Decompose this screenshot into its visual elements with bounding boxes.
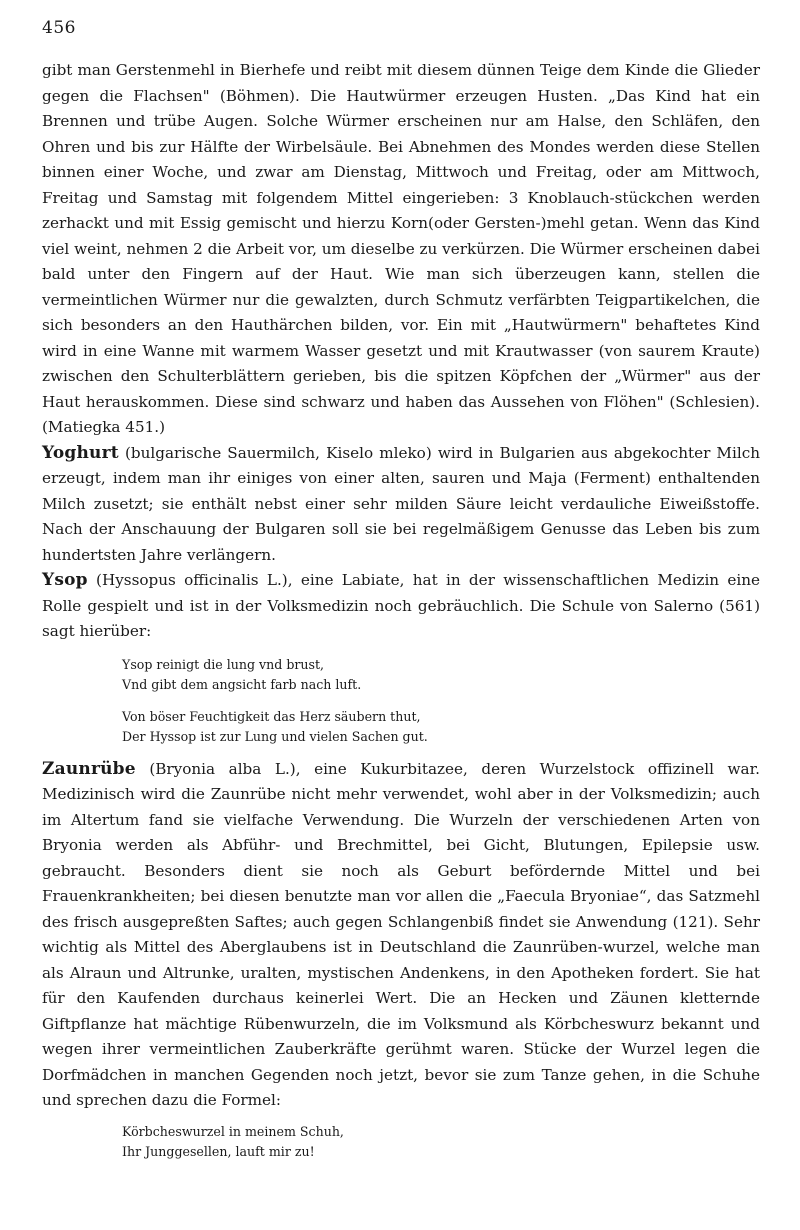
entry-text-ysop: (Hyssopus officinalis L.), eine Labiate, hat in der wissenschaftlichen Medizin eine Rolle gespielt und ist in der Volksmedizin noch gebräuchlich. Die Schule von Salerno (561) sagt hierüber: bbox=[42, 571, 760, 640]
entry-text-zaunruebe: (Bryonia alba L.), eine Kukurbitazee, deren Wurzelstock offizinell war. Medizinisch wird die Zaunrübe nicht mehr verwendet, wohl aber in der Volksmedizin; auch im Altertum fand sie vielfache Verwendung. Die Wurzeln der verschiedenen Arten von Bryonia werden als Abführ- und Brechmittel, bei Gicht, Blutungen, Epilepsie usw. gebraucht. Besonders dient sie noch als Geburt befördernde Mittel und bei Frauenkrankheiten; bei diesen benutzte man vor allen die „Faecula Bryoniae“, das Satzmehl des frisch ausgepreßten Saftes; auch gegen Schlangenbiß findet sie Anwendung (121). Sehr wichtig als Mittel des Aberglaubens ist in Deutschland die Zaunrüben-wurzel, welche man als Alraun und Altrunke, uralten, mystischen Andenkens, in den Apotheken fordert. Sie hat für den Kaufenden durchaus keinerlei Wert. Die an Hecken und Zäunen kletternde Giftpflanze hat mächtige Rübenwurzeln, die im Volksmund als Körbcheswurz bekannt und wegen ihrer vermeintlichen Zauberkräfte gerühmt waren. Stücke der Wurzel legen die Dorfmädchen in manchen Gegenden noch jetzt, bevor sie zum Tanze gehen, in die Schuhe und sprechen dazu die Formel: bbox=[42, 759, 761, 1109]
verse-ysop bbox=[42, 655, 760, 747]
body-text bbox=[42, 58, 760, 1172]
entry-heading-yoghurt: Yoghurt bbox=[42, 442, 119, 463]
verse-line: Ihr Junggesellen, lauft mir zu! bbox=[122, 1143, 315, 1159]
page-number: 456 bbox=[42, 18, 76, 38]
paragraph-hautwuermer: gibt man Gerstenmehl in Bierhefe und reibt mit diesem dünnen Teige dem Kinde die Glieder gegen die Flachsen" (Böhmen). Die Hautwürmer erzeugen Husten. „Das Kind hat ein Brennen und trübe Augen. Solche Würmer erscheinen nur am Halse, den Schläfen, den Ohren und bis zur Hälfte der Wirbelsäule. Bei Abnehmen des Mondes werden diese Stellen binnen einer Woche, und zwar am Dienstag, Mittwoch und Freitag, oder am Mittwoch, Freitag und Samstag mit folgendem Mittel eingerieben: 3 Knoblauch-stückchen werden zerhackt und mit Essig gemischt und hierzu Korn(oder Gersten-)mehl getan. Wenn das Kind viel weint, nehmen 2 die Arbeit vor, um dieselbe zu verkürzen. Die Würmer erscheinen dabei bald unter den Fingern auf der Haut. Wie man sich überzeugen kann, stellen die vermeintlichen Würmer nur die gewalzten, durch Schmutz verfärbten Teigpartikelchen, die sich besonders an den Hauthärchen bilden, vor. Ein mit „Hautwürmern" behaftetes Kind wird in eine Wanne mit warmem Wasser gesetzt und mit Krautwasser (von saurem Kraute) zwischen den Schulterblättern gerieben, bis die spitzen Köpfchen der „Würmer" aus der Haut herauskommen. Diese sind schwarz und haben das Aussehen von Flöhen" (Schlesien). (Matiegka 451.) bbox=[42, 61, 760, 436]
verse-koerbcheswurzel bbox=[42, 1122, 760, 1162]
verse-line: Vnd gibt dem angsicht farb nach luft. bbox=[122, 676, 362, 692]
verse-line: Körbcheswurzel in meinem Schuh, bbox=[122, 1123, 344, 1139]
paragraph-yoghurt bbox=[42, 441, 760, 569]
verse-line: Der Hyssop ist zur Lung und vielen Sachen gut. bbox=[122, 728, 428, 744]
entry-text-yoghurt: (bulgarische Sauermilch, Kiselo mleko) wird in Bulgarien aus abgekochter Milch erzeugt, indem man ihr einiges von einer alten, sauren und Maja (Ferment) enthaltenden Milch zusetzt; sie enthält nebst einer sehr milden Säure leicht verdauliche Eiweißstoffe. Nach der Anschauung der Bulgaren soll sie bei regelmäßigem Genusse das Leben bis zum hundertsten Jahre verlängern. bbox=[42, 443, 760, 564]
verse-line: Von böser Feuchtigkeit das Herz säubern thut, bbox=[122, 708, 421, 724]
paragraph-ysop bbox=[42, 568, 760, 645]
paragraph-zaunruebe bbox=[42, 757, 760, 1114]
entry-heading-zaunruebe: Zaunrübe bbox=[42, 758, 136, 779]
entry-heading-ysop: Ysop bbox=[42, 570, 88, 590]
verse-line: Ysop reinigt die lung vnd brust, bbox=[122, 656, 325, 672]
